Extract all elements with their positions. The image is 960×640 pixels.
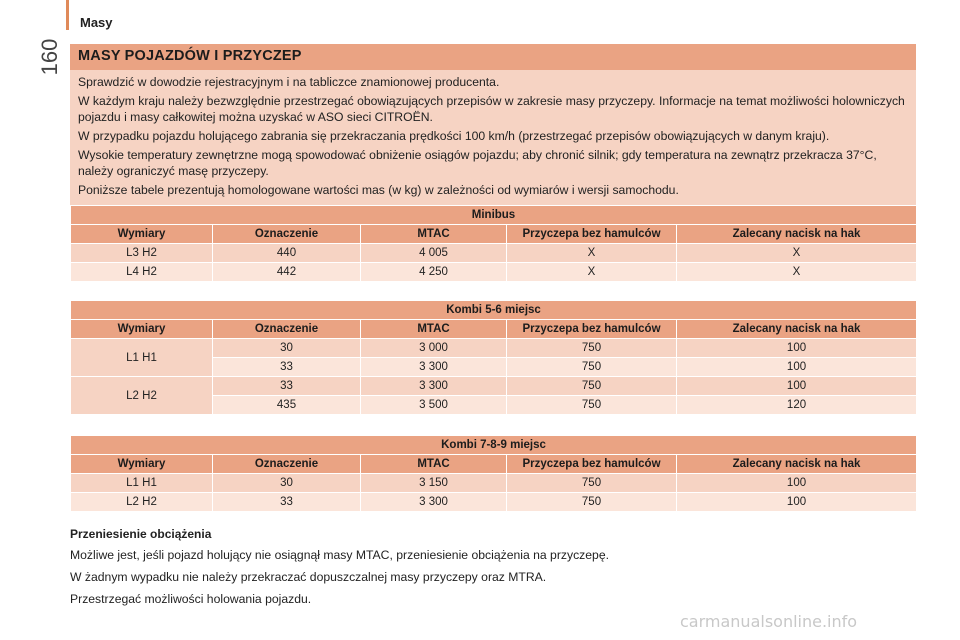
table-cell: 3 500: [361, 396, 507, 415]
table-row: [71, 244, 917, 263]
table-cell: 750: [507, 396, 677, 415]
column-header: Oznaczenie: [213, 455, 361, 474]
table-cell: X: [507, 244, 677, 263]
info-paragraph: Poniższe tabele prezentują homologowane wartości mas (w kg) w zależności od wymiarów i wersji samochodu.: [78, 183, 679, 197]
table-row: [71, 493, 917, 512]
table-row: [71, 263, 917, 282]
table-cell-dimension: L2 H2: [71, 377, 213, 415]
column-header: Zalecany nacisk na hak: [677, 225, 917, 244]
column-header: Wymiary: [71, 455, 213, 474]
info-body: [70, 70, 916, 207]
table-cell: 100: [677, 377, 917, 396]
footer-paragraph: Przestrzegać możliwości holowania pojazdu.: [70, 592, 312, 606]
info-paragraph: Sprawdzić w dowodzie rejestracyjnym i na tabliczce znamionowej producenta.: [78, 75, 500, 89]
table-kombi-7-8-9: [70, 435, 917, 512]
table-cell: 3 000: [361, 339, 507, 358]
table-cell: L1 H1: [71, 474, 213, 493]
column-header: Wymiary: [71, 320, 213, 339]
table-cell: 3 300: [361, 377, 507, 396]
table-cell: 442: [213, 263, 361, 282]
column-header: Przyczepa bez hamulców: [507, 225, 677, 244]
table-kombi-5-6: [70, 300, 917, 415]
table-cell: 440: [213, 244, 361, 263]
section-accent-bar: [66, 0, 69, 30]
table-cell: 4 005: [361, 244, 507, 263]
table-cell: L4 H2: [71, 263, 213, 282]
column-header: Oznaczenie: [213, 320, 361, 339]
table-cell: L3 H2: [71, 244, 213, 263]
table-cell: X: [677, 244, 917, 263]
footer-paragraph: Możliwe jest, jeśli pojazd holujący nie osiągnął masy MTAC, przeniesienie obciążenia na przyczepę.: [70, 548, 609, 562]
table-cell-dimension: L1 H1: [71, 339, 213, 377]
table-row: [71, 339, 917, 358]
table-cell: 33: [213, 493, 361, 512]
table-cell: 33: [213, 377, 361, 396]
table-cell: 30: [213, 474, 361, 493]
load-transfer-section: [70, 527, 916, 613]
table-cell: X: [507, 263, 677, 282]
column-header: MTAC: [361, 225, 507, 244]
info-box: [70, 44, 916, 207]
table-cell: 3 300: [361, 493, 507, 512]
watermark: carmanualsonline.info: [680, 612, 858, 631]
table-row: [71, 474, 917, 493]
column-header: Oznaczenie: [213, 225, 361, 244]
table-cell: 750: [507, 474, 677, 493]
column-header: Zalecany nacisk na hak: [677, 320, 917, 339]
info-paragraph: W przypadku pojazdu holującego zabrania się przekraczania prędkości 100 km/h (przestrzegać przepisów obowiązujących w danym kraju).: [78, 129, 830, 143]
page-number: 160: [37, 38, 62, 76]
info-title: MASY POJAZDÓW I PRZYCZEP: [70, 44, 916, 70]
table-cell: 750: [507, 339, 677, 358]
column-header: Zalecany nacisk na hak: [677, 455, 917, 474]
table-title: Kombi 7-8-9 miejsc: [71, 436, 917, 455]
column-header: Przyczepa bez hamulców: [507, 455, 677, 474]
table-cell: 435: [213, 396, 361, 415]
section-heading: Przeniesienie obciążenia: [70, 527, 212, 541]
section-label: Masy: [80, 15, 113, 30]
table-cell: 100: [677, 339, 917, 358]
table-cell: 100: [677, 358, 917, 377]
table-cell: 3 150: [361, 474, 507, 493]
table-cell: 750: [507, 358, 677, 377]
info-paragraph: Wysokie temperatury zewnętrzne mogą spowodować obniżenie osiągów pojazdu; aby chronić silnik; gdy temperatura na zewnątrz przekracza 37°C, należy ograniczyć masę przyczepy.: [78, 148, 877, 178]
table-title: Kombi 5-6 miejsc: [71, 301, 917, 320]
info-paragraph: W każdym kraju należy bezwzględnie przestrzegać obowiązujących przepisów w zakresie masy przyczepy. Informacje na temat możliwości holowniczych pojazdu i masy całkowitej można uzyskać w ASO sieci CITROËN.: [78, 94, 905, 124]
table-cell: 120: [677, 396, 917, 415]
table-cell: 100: [677, 493, 917, 512]
column-header: MTAC: [361, 455, 507, 474]
table-cell: 750: [507, 377, 677, 396]
table-cell: 4 250: [361, 263, 507, 282]
table-cell: 30: [213, 339, 361, 358]
table-cell: 750: [507, 493, 677, 512]
footer-paragraph: W żadnym wypadku nie należy przekraczać dopuszczalnej masy przyczepy oraz MTRA.: [70, 570, 547, 584]
table-cell: L2 H2: [71, 493, 213, 512]
table-cell: 100: [677, 474, 917, 493]
table-minibus: [70, 205, 917, 282]
table-title: Minibus: [71, 206, 917, 225]
table-row: [71, 377, 917, 396]
table-cell: 33: [213, 358, 361, 377]
column-header: Wymiary: [71, 225, 213, 244]
column-header: Przyczepa bez hamulców: [507, 320, 677, 339]
column-header: MTAC: [361, 320, 507, 339]
table-cell: X: [677, 263, 917, 282]
table-cell: 3 300: [361, 358, 507, 377]
